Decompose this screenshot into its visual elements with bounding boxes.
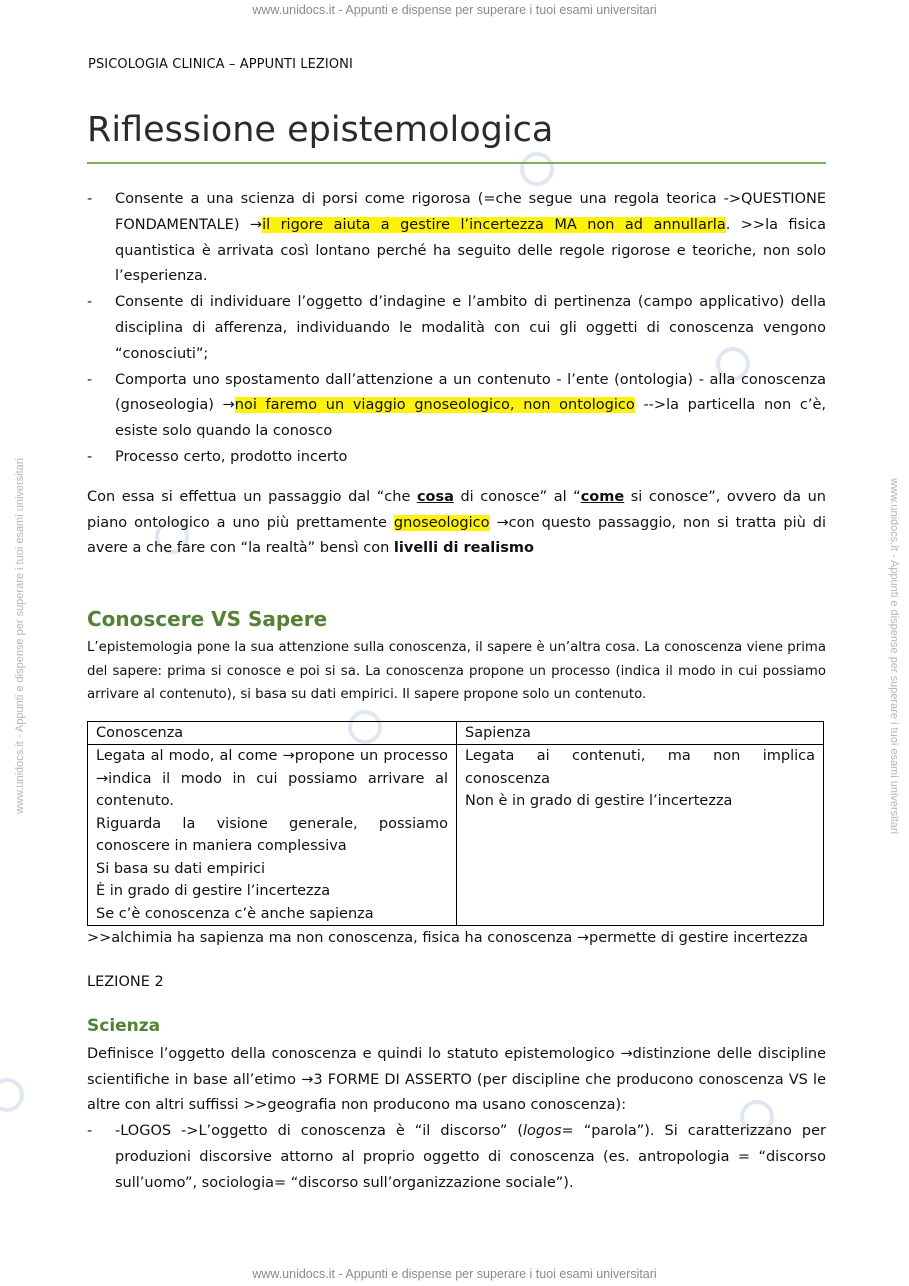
title-rule: [87, 162, 826, 164]
emphasis-cosa: cosa: [416, 488, 454, 505]
list-item: - Processo certo, prodotto incerto: [87, 448, 348, 465]
section-paragraph: L’epistemologia pone la sua attenzione sulla conoscenza, il sapere è un’altra cosa. La conoscenza viene prima del sapere: prima si conosce e poi si sa. La conoscenza propone un processo (indica il modo in cui possiamo arrivare al contenuto), si basa su dati empirici. Il sapere propone solo un contenuto.: [87, 640, 826, 703]
section-heading-conoscere: Conoscere VS Sapere: [87, 607, 328, 632]
document-body: [87, 187, 826, 1197]
bullet-list-epistemology: [87, 187, 826, 471]
comparison-table: [87, 721, 824, 927]
list-item: - -LOGOS ->L’oggetto di conoscenza è “il discorso” (logos= “parola”). Si caratterizzano per produzioni discorsive attorno al proprio oggetto di conoscenza (es. antropologia = “discorso sull’uomo”, sociologia= “discorso sull’organizzazione sociale”).: [87, 1123, 826, 1191]
running-header: PSICOLOGIA CLINICA – APPUNTI LEZIONI: [88, 57, 353, 72]
table-header-row: [88, 721, 824, 745]
table-header: Sapienza: [457, 721, 824, 745]
table-row: [88, 745, 824, 926]
highlighted-text: noi faremo un viaggio gnoseologico, non ontologico: [234, 397, 635, 414]
emphasis-realismo: livelli di realismo: [393, 540, 534, 557]
bullet-list-scienza: [87, 1119, 826, 1196]
list-item: - Consente di individuare l’oggetto d’indagine e l’ambito di pertinenza (campo applicativo) della disciplina di afferenza, individuando le modalità con cui gli oggetti di conoscenza vengono “conosciuti”;: [87, 294, 826, 362]
highlighted-text: il rigore aiuta a gestire l’incertezza MA non ad annullarla: [262, 216, 726, 233]
lesson-label: LEZIONE 2: [87, 973, 164, 990]
list-item: - Consente a una scienza di porsi come rigorosa (=che segue una regola teorica ->QUESTIONE FONDAMENTALE) →il rigore aiuta a gestire l’incertezza MA non ad annullarla. >>la fisica quantistica è arrivata così lontano perché ha seguito delle regole rigorose e teoriche, non solo l’esperienza.: [87, 191, 826, 285]
table-cell: Legata al modo, al come →propone un processo →indica il modo in cui possiamo arrivare al contenuto. Riguarda la visione generale, possiamo conoscere in maniera complessiva Si basa su dati empirici È in grado di gestire l’incertezza Se c’è conoscenza c’è anche sapienza: [88, 745, 457, 926]
highlighted-text: gnoseologico: [393, 514, 490, 531]
table-note: >>alchimia ha sapienza ma non conoscenza, fisica ha conoscenza →permette di gestire incertezza: [87, 930, 808, 947]
list-item: - Comporta uno spostamento dall’attenzione a un contenuto - l’ente (ontologia) - alla conoscenza (gnoseologia) →noi faremo un viaggio gnoseologico, non ontologico -->la particella non c’è, esiste solo quando la conosco: [87, 371, 826, 440]
watermark-right: www.unidocs.it - Appunti e dispense per superare i tuoi esami universitari: [888, 478, 900, 834]
watermark-top: www.unidocs.it - Appunti e dispense per superare i tuoi esami universitari: [252, 3, 657, 17]
intro-paragraph: Con essa si effettua un passaggio dal “che cosa di conosce” al “come si conosce”, ovvero da un piano ontologico a uno più prettamente gnoseologico →con questo passaggio, non si tratta più di avere a che fare con “la realtà” bensì con livelli di realismo: [87, 488, 826, 557]
section-paragraph: Definisce l’oggetto della conoscenza e quindi lo statuto epistemologico →distinzione delle discipline scientifiche in base all’etimo →3 FORME DI ASSERTO (per discipline che producono conoscenza VS le altre con altri suffissi >>geografia non producono ma usano conoscenza):: [87, 1045, 826, 1114]
section-heading-scienza: Scienza: [87, 1015, 161, 1036]
watermark-bottom: www.unidocs.it - Appunti e dispense per superare i tuoi esami universitari: [252, 1267, 657, 1281]
table-header: Conoscenza: [88, 721, 457, 745]
emphasis-come: come: [580, 488, 625, 505]
page-title: Riflessione epistemologica: [87, 110, 554, 150]
watermark-logo-icon: [520, 152, 554, 186]
watermark-left: www.unidocs.it - Appunti e dispense per superare i tuoi esami universitari: [14, 458, 26, 814]
watermark-logo-icon: [0, 1078, 24, 1112]
table-cell: Legata ai contenuti, ma non implica conoscenza Non è in grado di gestire l’incertezza: [457, 745, 824, 926]
